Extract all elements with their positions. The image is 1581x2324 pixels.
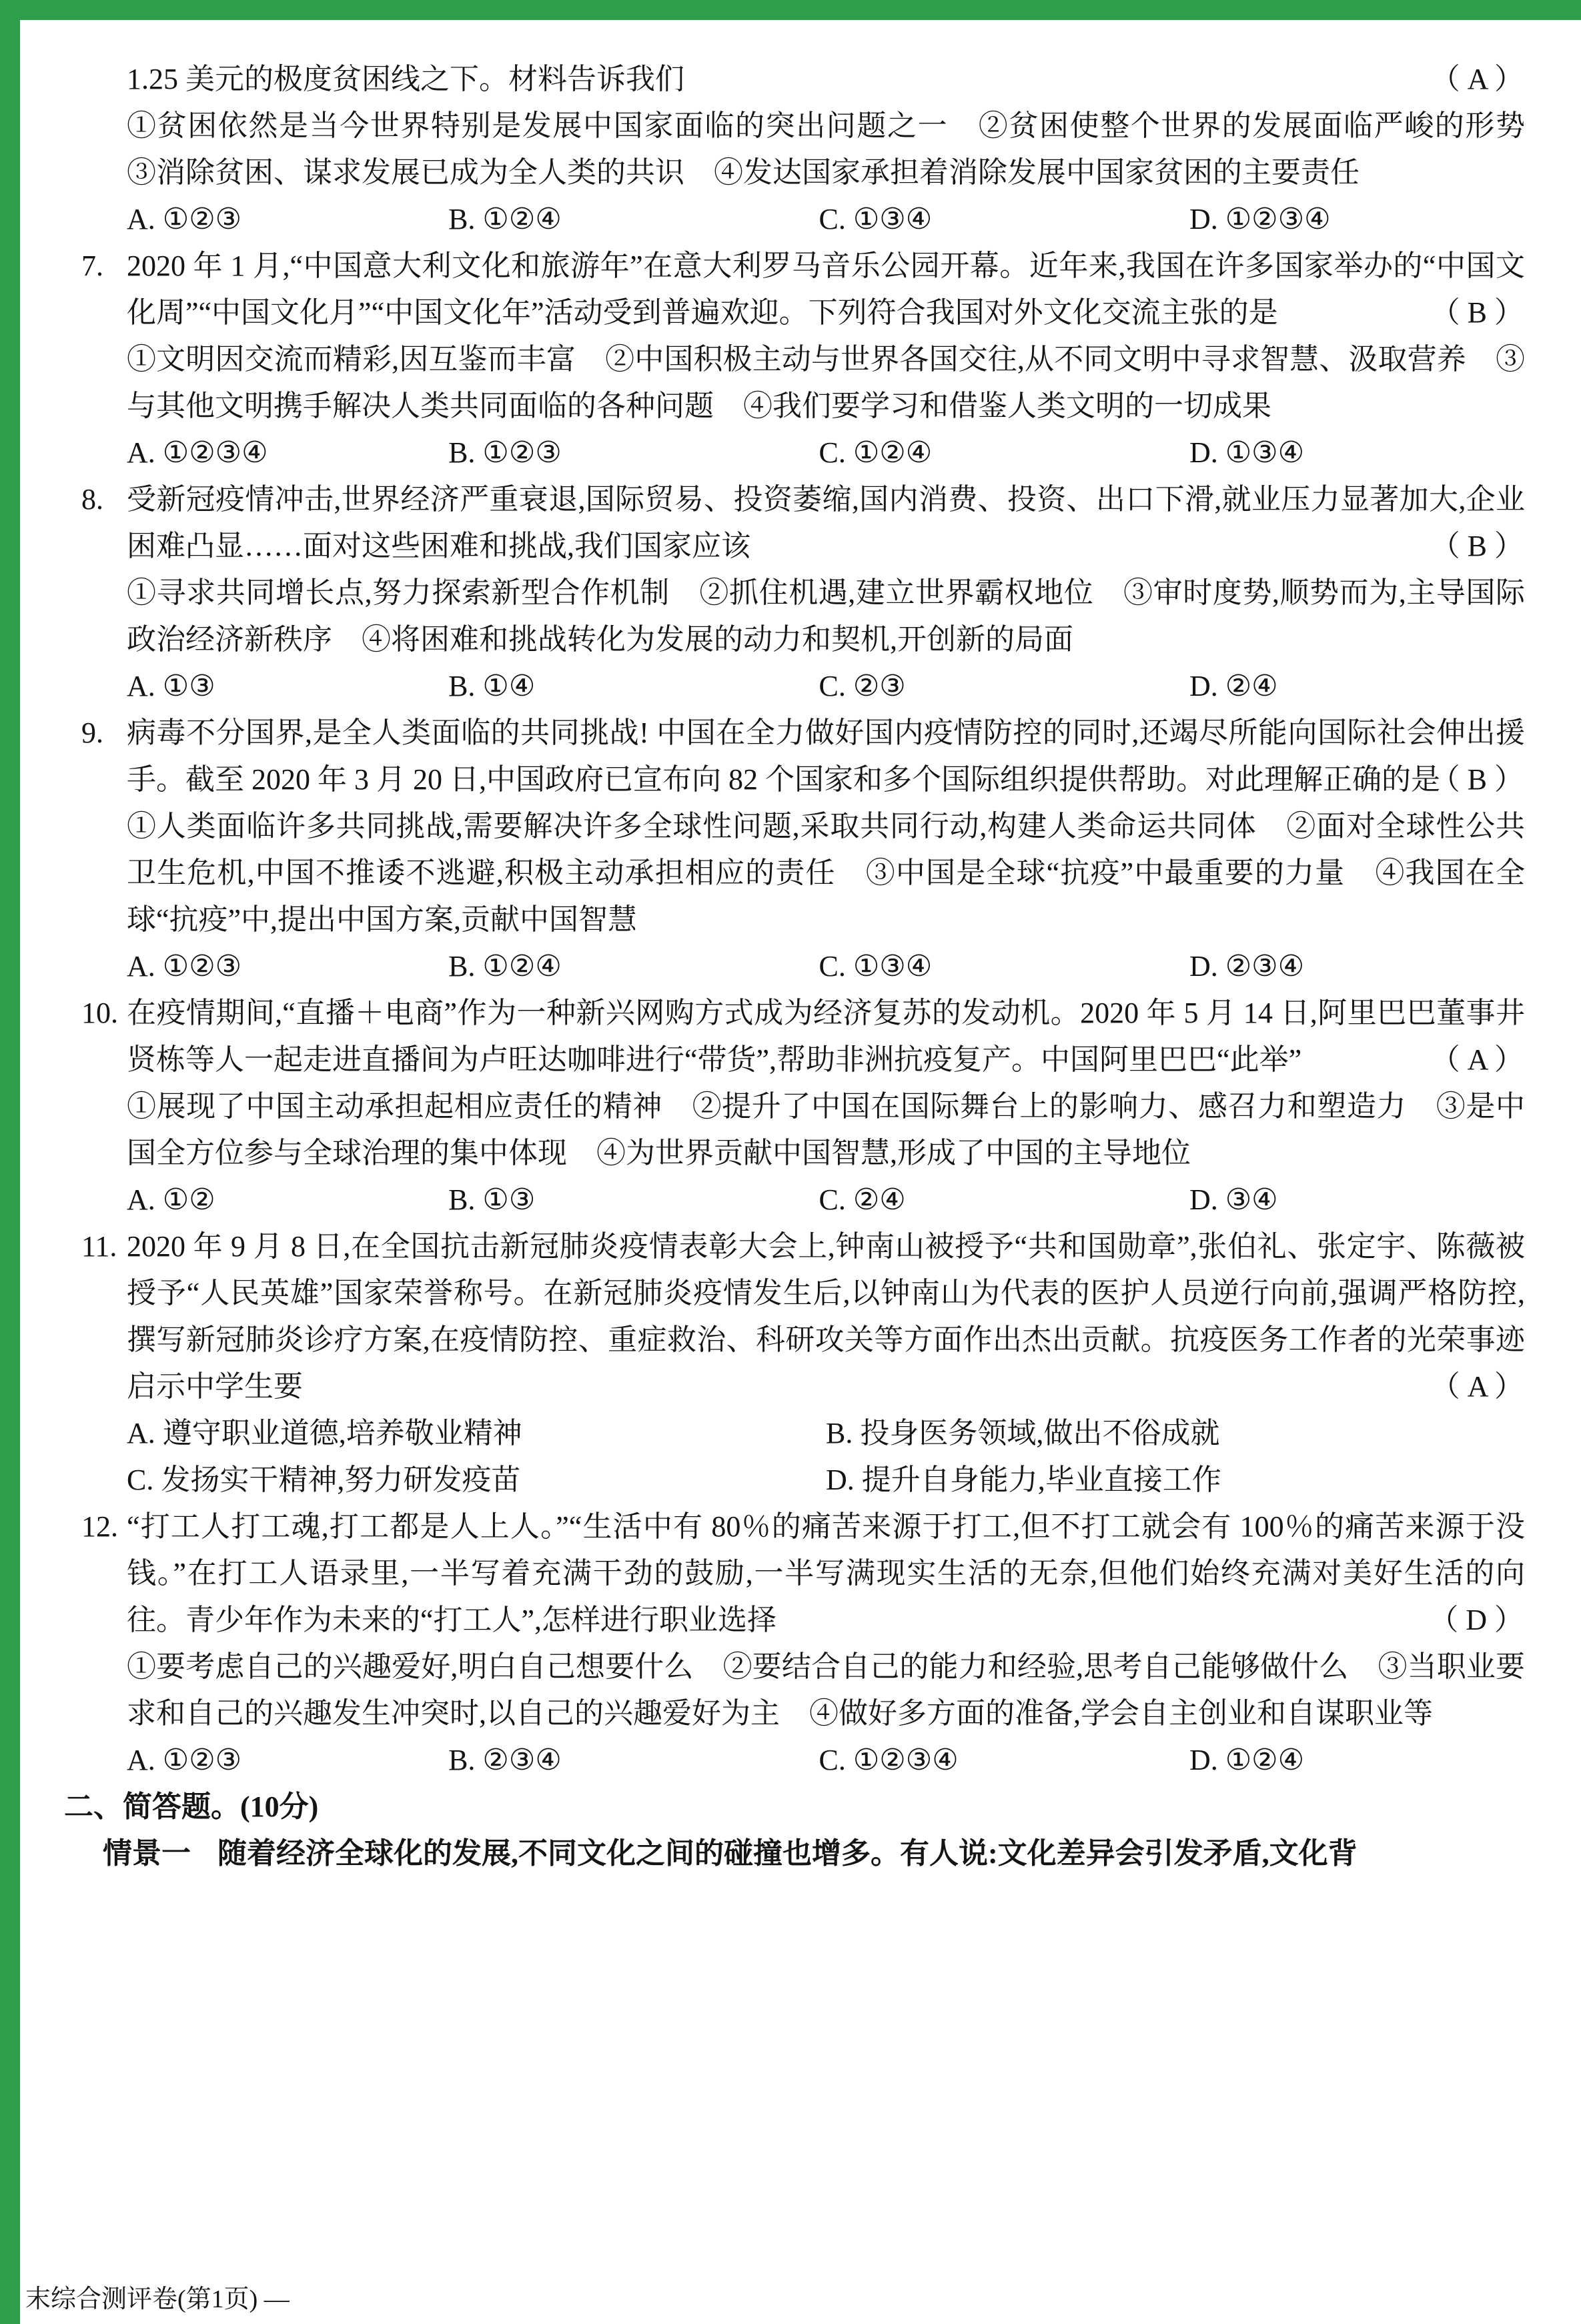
question-stem — [127, 710, 1525, 803]
question-stem — [127, 1223, 1525, 1410]
question-11 — [81, 1223, 1525, 1504]
question-stem — [127, 1504, 1525, 1644]
choice-a: A. ①②③ — [127, 1744, 242, 1776]
choice-d: D. ②③④ — [1189, 950, 1305, 983]
choice-c: C. ②③ — [819, 670, 906, 702]
question-number: 8. — [81, 483, 103, 516]
choice-b: B. 投身医务领域,做出不俗成就 — [826, 1417, 1220, 1449]
choice-b: B. ①②④ — [448, 203, 562, 235]
choice-d: D. ①②④ — [1189, 1744, 1305, 1776]
choice-d: D. 提升自身能力,毕业直接工作 — [826, 1464, 1221, 1496]
question-items: ①寻求共同增长点,努力探索新型合作机制 ②抓住机遇,建立世界霸权地位 ③审时度势,顺势而为,主导国际政治经济新秩序 ④将困难和挑战转化为发展的动力和契机,开创新的局面 — [127, 576, 1525, 656]
choice-row — [127, 943, 1525, 990]
choice-c: C. ①③④ — [819, 950, 933, 983]
scenario-text: 随着经济全球化的发展,不同文化之间的碰撞也增多。有人说:文化差异会引发矛盾,文化背 — [217, 1837, 1358, 1870]
stem-text: 受新冠疫情冲击,世界经济严重衰退,国际贸易、投资萎缩,国内消费、投资、出口下滑,就业压力显著加大,企业困难凸显……面对这些困难和挑战,我们国家应该 — [127, 483, 1525, 562]
question-9 — [81, 710, 1525, 990]
question-stem — [127, 243, 1525, 336]
question-10 — [81, 990, 1525, 1223]
choice-row — [127, 1177, 1525, 1223]
question-6-continued — [81, 56, 1554, 243]
question-items: ①要考虑自己的兴趣爱好,明白自己想要什么 ②要结合自己的能力和经验,思考自己能够做什么 ③当职业要求和自己的兴趣发生冲突时,以自己的兴趣爱好为主 ④做好多方面的准备,学会自主创业和自谋职业等 — [127, 1650, 1525, 1730]
exam-content — [64, 56, 1554, 1877]
question-number: 12. — [81, 1510, 118, 1543]
stem-text: 在疫情期间,“直播＋电商”作为一种新兴网购方式成为经济复苏的发动机。2020 年 5 月 14 日,阿里巴巴董事井贤栋等人一起走进直播间为卢旺达咖啡进行“带货”,帮助非洲抗疫复产。中国阿里巴巴“此举” — [127, 997, 1525, 1076]
left-border-bar — [0, 0, 20, 2324]
scenario-paragraph — [64, 1830, 1525, 1877]
choice-b: B. ②③④ — [448, 1744, 562, 1776]
question-number: 7. — [81, 249, 103, 282]
question-items: ①人类面临许多共同挑战,需要解决许多全球性问题,采取共同行动,构建人类命运共同体 ②面对全球性公共卫生危机,中国不推诿不逃避,积极主动承担相应的责任 ③中国是全球“抗疫”中最重要的力量 ④我国在全球“抗疫”中,提出中国方案,贡献中国智慧 — [127, 810, 1525, 936]
answer-mark: （ B ） — [1430, 296, 1524, 329]
question-12 — [81, 1504, 1525, 1784]
choice-row — [127, 1410, 1525, 1504]
choice-b: B. ①③ — [448, 1183, 536, 1216]
choice-d: D. ②④ — [1189, 670, 1278, 702]
choice-b: B. ①②③ — [448, 436, 562, 469]
question-8 — [81, 476, 1525, 710]
choice-a: A. 遵守职业道德,培养敬业精神 — [127, 1417, 522, 1449]
scenario-label: 情景一 — [103, 1837, 191, 1870]
answer-mark: （ A ） — [1430, 1043, 1524, 1076]
choice-d: D. ①②③④ — [1189, 203, 1331, 235]
answer-mark: （ B ） — [1430, 530, 1524, 562]
choice-a: A. ①②③ — [127, 950, 242, 983]
question-items: ①文明因交流而精彩,因互鉴而丰富 ②中国积极主动与世界各国交往,从不同文明中寻求智慧、汲取营养 ③与其他文明携手解决人类共同面临的各种问题 ④我们要学习和借鉴人类文明的一切成果 — [127, 343, 1525, 422]
choice-c: C. ①②③④ — [819, 1744, 959, 1776]
choice-b: B. ①②④ — [448, 950, 562, 983]
stem-text: 1.25 美元的极度贫困线之下。材料告诉我们 — [127, 63, 684, 95]
answer-mark: （ B ） — [1430, 763, 1524, 796]
choice-a: A. ①②③④ — [127, 436, 268, 469]
stem-text: “打工人打工魂,打工都是人上人。”“生活中有 80％的痛苦来源于打工,但不打工就会有 100％的痛苦来源于没钱。”在打工人语录里,一半写着充满干劲的鼓励,一半写满现实生活的无奈,但他们始终充满对美好生活的向往。青少年作为未来的“打工人”,怎样进行职业选择 — [127, 1510, 1525, 1636]
question-number: 9. — [81, 716, 103, 749]
question-number: 11. — [81, 1230, 117, 1263]
question-items: ①展现了中国主动承担起相应责任的精神 ②提升了中国在国际舞台上的影响力、感召力和塑造力 ③是中国全方位参与全球治理的集中体现 ④为世界贡献中国智慧,形成了中国的主导地位 — [127, 1090, 1525, 1169]
choice-d: D. ③④ — [1189, 1183, 1278, 1216]
question-stem — [127, 476, 1525, 570]
choice-d: D. ①③④ — [1189, 436, 1305, 469]
question-7 — [81, 243, 1525, 476]
question-number: 10. — [81, 997, 118, 1029]
choice-c: C. 发扬实干精神,努力研发疫苗 — [127, 1464, 521, 1496]
stem-text: 病毒不分国界,是全人类面临的共同挑战! 中国在全力做好国内疫情防控的同时,还竭尽所能向国际社会伸出援手。截至 2020 年 3 月 20 日,中国政府已宣布向 82 个国家和多个国际组织提供帮助。对此理解正确的是 — [127, 716, 1525, 796]
choice-c: C. ①②④ — [819, 436, 933, 469]
section-2-heading: 二、简答题。(10分) — [64, 1790, 319, 1823]
stem-text: 2020 年 9 月 8 日,在全国抗击新冠肺炎疫情表彰大会上,钟南山被授予“共和国勋章”,张伯礼、张定宇、陈薇被授予“人民英雄”国家荣誉称号。在新冠肺炎疫情发生后,以钟南山为代表的医护人员逆行向前,强调严格防控,撰写新冠肺炎诊疗方案,在疫情防控、重症救治、科研攻关等方面作出杰出贡献。抗疫医务工作者的光荣事迹启示中学生要 — [127, 1230, 1525, 1403]
choice-row — [127, 196, 1525, 243]
page-footer: 末综合测评卷(第1页) — — [25, 2285, 290, 2313]
choice-a: A. ①② — [127, 1183, 215, 1216]
choice-row — [127, 663, 1525, 710]
choice-b: B. ①④ — [448, 670, 536, 702]
answer-mark: （ A ） — [1430, 63, 1524, 95]
choice-a: A. ①②③ — [127, 203, 242, 235]
answer-mark: （ D ） — [1429, 1604, 1524, 1636]
choice-row — [127, 430, 1525, 476]
choice-a: A. ①③ — [127, 670, 215, 702]
top-border-bar — [0, 0, 1581, 20]
question-items: ①贫困依然是当今世界特别是发展中国家面临的突出问题之一 ②贫困使整个世界的发展面临严峻的形势 ③消除贫困、谋求发展已成为全人类的共识 ④发达国家承担着消除发展中国家贫困的主要责任 — [127, 109, 1554, 189]
choice-row — [127, 1737, 1525, 1784]
choice-c: C. ②④ — [819, 1183, 906, 1216]
question-stem — [127, 56, 1525, 103]
question-stem — [127, 990, 1525, 1083]
choice-c: C. ①③④ — [819, 203, 933, 235]
answer-mark: （ A ） — [1430, 1370, 1524, 1403]
stem-text: 2020 年 1 月,“中国意大利文化和旅游年”在意大利罗马音乐公园开幕。近年来,我国在许多国家举办的“中国文化周”“中国文化月”“中国文化年”活动受到普遍欢迎。下列符合我国对外文化交流主张的是 — [127, 249, 1525, 329]
